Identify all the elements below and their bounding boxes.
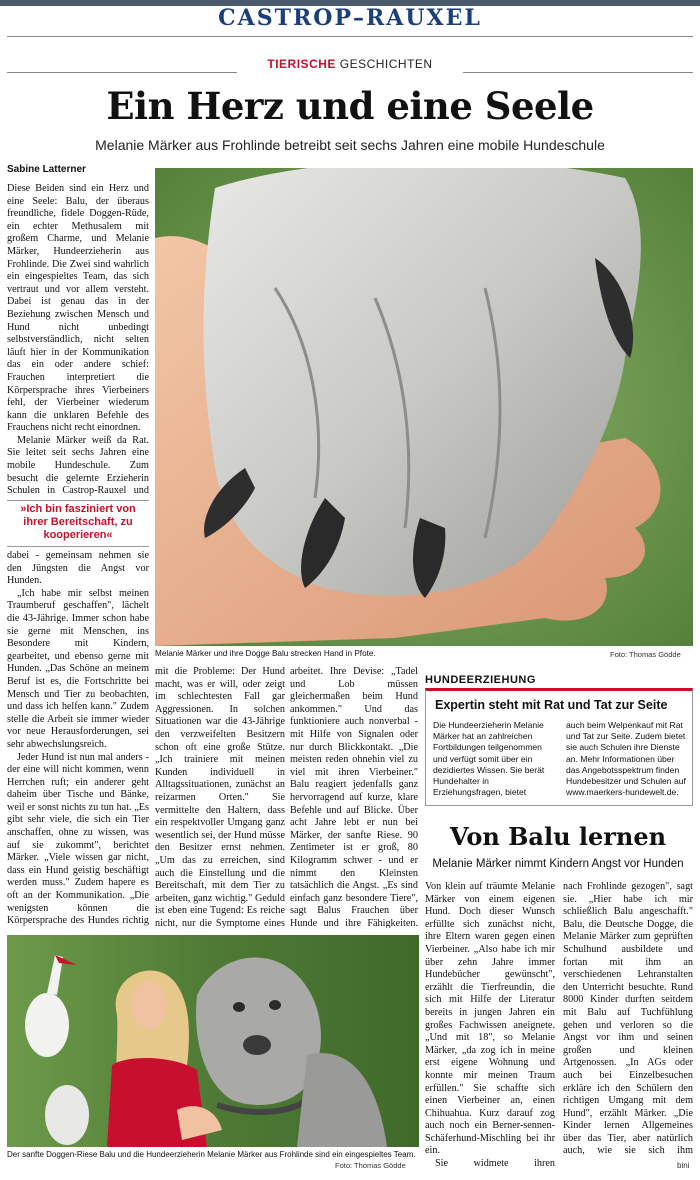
masthead-rule	[7, 36, 693, 37]
paragraph: Jeder Hund ist nun mal anders - der eine will nicht kommen, wenn Herrchen ruft; ein anderer geht daheim über Tische und Bänke, weil er sonst nichts zu tun hat. „Es gibt sehr viele, die sich ein Tier anschaffen, ohne zu wissen, was auf sie zukommt", berichtet Märker. „Viele wissen gar nicht, dass ein Hund geistig beschäftigt werden muss." Zudem hapere es oft an der Kommunikation. „Die wenigsten können die Körpersprache des Hundes richtig	[7, 751, 149, 927]
paragraph: Diese Beiden sind ein Herz und eine Seele: Balu, der überaus freundliche, fidele Doggen-Rüde, ein echter Methusalem mit großem Charme, und Melanie Märker, Hundeerzieherin aus Frohlinde. Die Zwei sind wahrlich ein eingespieltes Team, das sich vertraut und vor allem versteht. Dabei ist genau das in der Beziehung zwischen Mensch und Hund nicht unbedingt selbstverständlich, nicht selten läuft hier in der Kommunikation das ein oder andere schief: Frauchen interpretiert die Körpersprache ihres Vierbeiners fehl, der Vierbeiner wiederum kann die unklaren Befehle des Frauchens nicht recht einordnen.	[7, 183, 149, 434]
infobox-title: Expertin steht mit Rat und Tat zur Seite	[435, 698, 668, 712]
author-sign: bini	[677, 1161, 690, 1170]
masthead: CASTROP–RAUXEL	[218, 5, 482, 31]
photo-paw-in-hand	[155, 168, 693, 646]
paw-illustration	[155, 168, 693, 646]
section-rest: GESCHICHTEN	[339, 57, 433, 71]
infobox-text-left: Die Hundeerzieherin Melanie Märker hat an zahlreichen Fortbildungen teilgenommen und verfügt somit über ein dezidiertes Wissen. Sie berät Hundehalter in Erziehungsfragen, bietet	[433, 720, 545, 798]
section-rule-left	[7, 72, 237, 73]
column-1-top	[7, 183, 149, 496]
photo-woman-with-dog	[7, 935, 419, 1147]
article2-column-1	[425, 881, 555, 1171]
section-rule-right	[463, 72, 693, 73]
photo1-credit: Foto: Thomas Gödde	[610, 650, 681, 659]
article2-headline: Von Balu lernen	[449, 822, 667, 851]
paragraph: mit die Probleme: Der Hund macht, was er will, oder zeigt im schlechtesten Fall gar Aggressionen. In solchen Situationen war die 43-Jährige den verzweifelten Besitzern schon oft eine große Stütze. „Ich trainiere mit meinen Kunden individuell in Alltagssituationen, zunächst an reizarmen Orten." Sie vermittelte den Haltern, dass ein respektvoller Umgang ganz wesentlich sei, der Hund müsse den Besitzer ernst nehmen. „Um das zu erreichen, sind auch die Einstellung und die Bereitschaft, mit dem Tier zu arbeiten, ganz wichtig." Geduld ist eben eine Tugend: Es reiche nicht, nur die Symptome eines	[155, 666, 285, 928]
quote-rule-bottom	[7, 546, 149, 547]
photo2-credit: Foto: Thomas Gödde	[335, 1161, 406, 1170]
paragraph: Von klein auf träumte Melanie Märker von einem eigenen Hund. Doch dieser Wunsch erfüllte sich zunächst nicht, ihre Eltern waren gegen einen Vierbeiner. „Also habe ich mir über zehn Jahre immer Hundebücher gewünscht", erzählt die Tierfreundin, die sich mit Hilfe der Literatur bereits in jungen Jahren ein großes Fachwissen aneignete. „Und mit 18", so Melanie Märker, „da zog ich in meine erst eigene Wohnung und konnte mir meinen Traum erfüllen." Sie schaffte sich einen Vierbeiner an, einen Chihuahua. Kurz darauf zog auch noch ein Berner-sennen-Schäferhund-Mischling bei ihr ein.	[425, 881, 555, 1157]
column-3	[290, 666, 418, 928]
paragraph: nach Frohlinde gezogen", sagt sie. „Hier habe ich mir schließlich Balu angeschafft." Balu, die Deutsche Dogge, die Melanie Märker zum geprüften Schulhund ausbildete und fortan mit ihm an verschiedenen Lehranstalten den Unterricht besuchte. Rund 8000 Kinder durften seitdem mit Balu auf Tuchfühlung gehen und verloren so die Angst vor ihm und seinen großen und kleinen Artgenossen. „In AGs oder auch bei Einzelbesuchen erkläre ich den Schülern den richtigen Umgang mit dem Hund", erzählt Märker. „Die Kinder lernen Allgemeines über das Tier, aber natürlich auch, wie sie sich ihm	[563, 881, 693, 1157]
paragraph: dabei - gemeinsam nehmen sie den Jüngsten die Angst vor Hunden.	[7, 550, 149, 587]
paragraph: Sie widmete ihren	[435, 1158, 555, 1170]
pull-quote: »Ich bin fasziniert von ihrer Bereitschaft, zu kooperieren«	[20, 503, 136, 541]
column-1-bottom	[7, 550, 149, 928]
paragraph: Melanie Märker weiß da Rat. Sie leitet seit sechs Jahren eine mobile Hundeschule. Zum besucht die gelernte Erzieherin Schulen in Castrop-Rauxel und	[7, 434, 149, 496]
section-highlight: TIERISCHE	[267, 57, 336, 71]
woman-dog-illustration	[7, 935, 419, 1147]
subheadline: Melanie Märker aus Frohlinde betreibt seit sechs Jahren eine mobile Hundeschule	[95, 137, 605, 153]
column-2	[155, 666, 285, 928]
article2-subheadline: Melanie Märker nimmt Kindern Angst vor Hunden	[432, 858, 684, 870]
quote-rule-top	[7, 500, 149, 501]
section-label	[0, 57, 700, 71]
article2-column-2	[563, 881, 693, 1159]
infobox-label: HUNDEERZIEHUNG	[425, 674, 536, 686]
author: Sabine Latterner	[7, 164, 86, 175]
headline: Ein Herz und eine Seele	[106, 84, 594, 128]
photo2-caption: Der sanfte Doggen-Riese Balu und die Hundeerzieherin Melanie Märker aus Frohlinde sind ein eingespieltes Team.	[7, 1150, 416, 1159]
paragraph: arbeitet. Ihre Devise: „Tadel und Lob müssen gleichermaßen beim Hund ankommen." Und das funktioniere auch nonverbal - mit Hilfe von Signalen oder nur durch Blickkontakt. „Die meisten reden ohnehin viel zu viel mit ihren Vierbeiner." Balu reagiert jedenfalls ganz hervorragend auf kurze, klare Befehle und auf Blicke. Über acht Jahre lebt er nun bei Märker, der sanfte Riese. 90 Zentimeter ist er groß, 80 Kilogramm schwer - und er nimmt den Kleinsten tatsächlich die Angst. „Es sind einfach ganz besondere Tiere", sagt Balus Frauchen über Hunde und ihre Fähigkeiten.	[290, 666, 418, 928]
photo1-caption: Melanie Märker und ihre Dogge Balu strecken Hand in Pfote.	[155, 649, 376, 658]
infobox-text-right: auch beim Welpenkauf mit Rat und Tat zur Seite. Zudem bietet sie auch Schulen ihre Dienste an. Mehr Informationen über das Angebotsspektrum finden Hundebesitzer und Schulen auf www.maerkers-hundewelt.de.	[566, 720, 686, 798]
paragraph: „Ich habe mir selbst meinen Traumberuf geschaffen", lächelt die 43-Jährige. Immer schon habe sie gerne mit Menschen, ins Besondere mit Kindern, gearbeitet, und ebenso gerne mit Hunden. „Das Schöne an meinem Beruf ist es, die Fortschritte bei Mensch und Tier zu beobachten, und dass ich helfen kann." Zudem stelle die Arbeit sie immer wieder vor neue Herausforderungen, sei sehr abwechslungsreich.	[7, 587, 149, 750]
